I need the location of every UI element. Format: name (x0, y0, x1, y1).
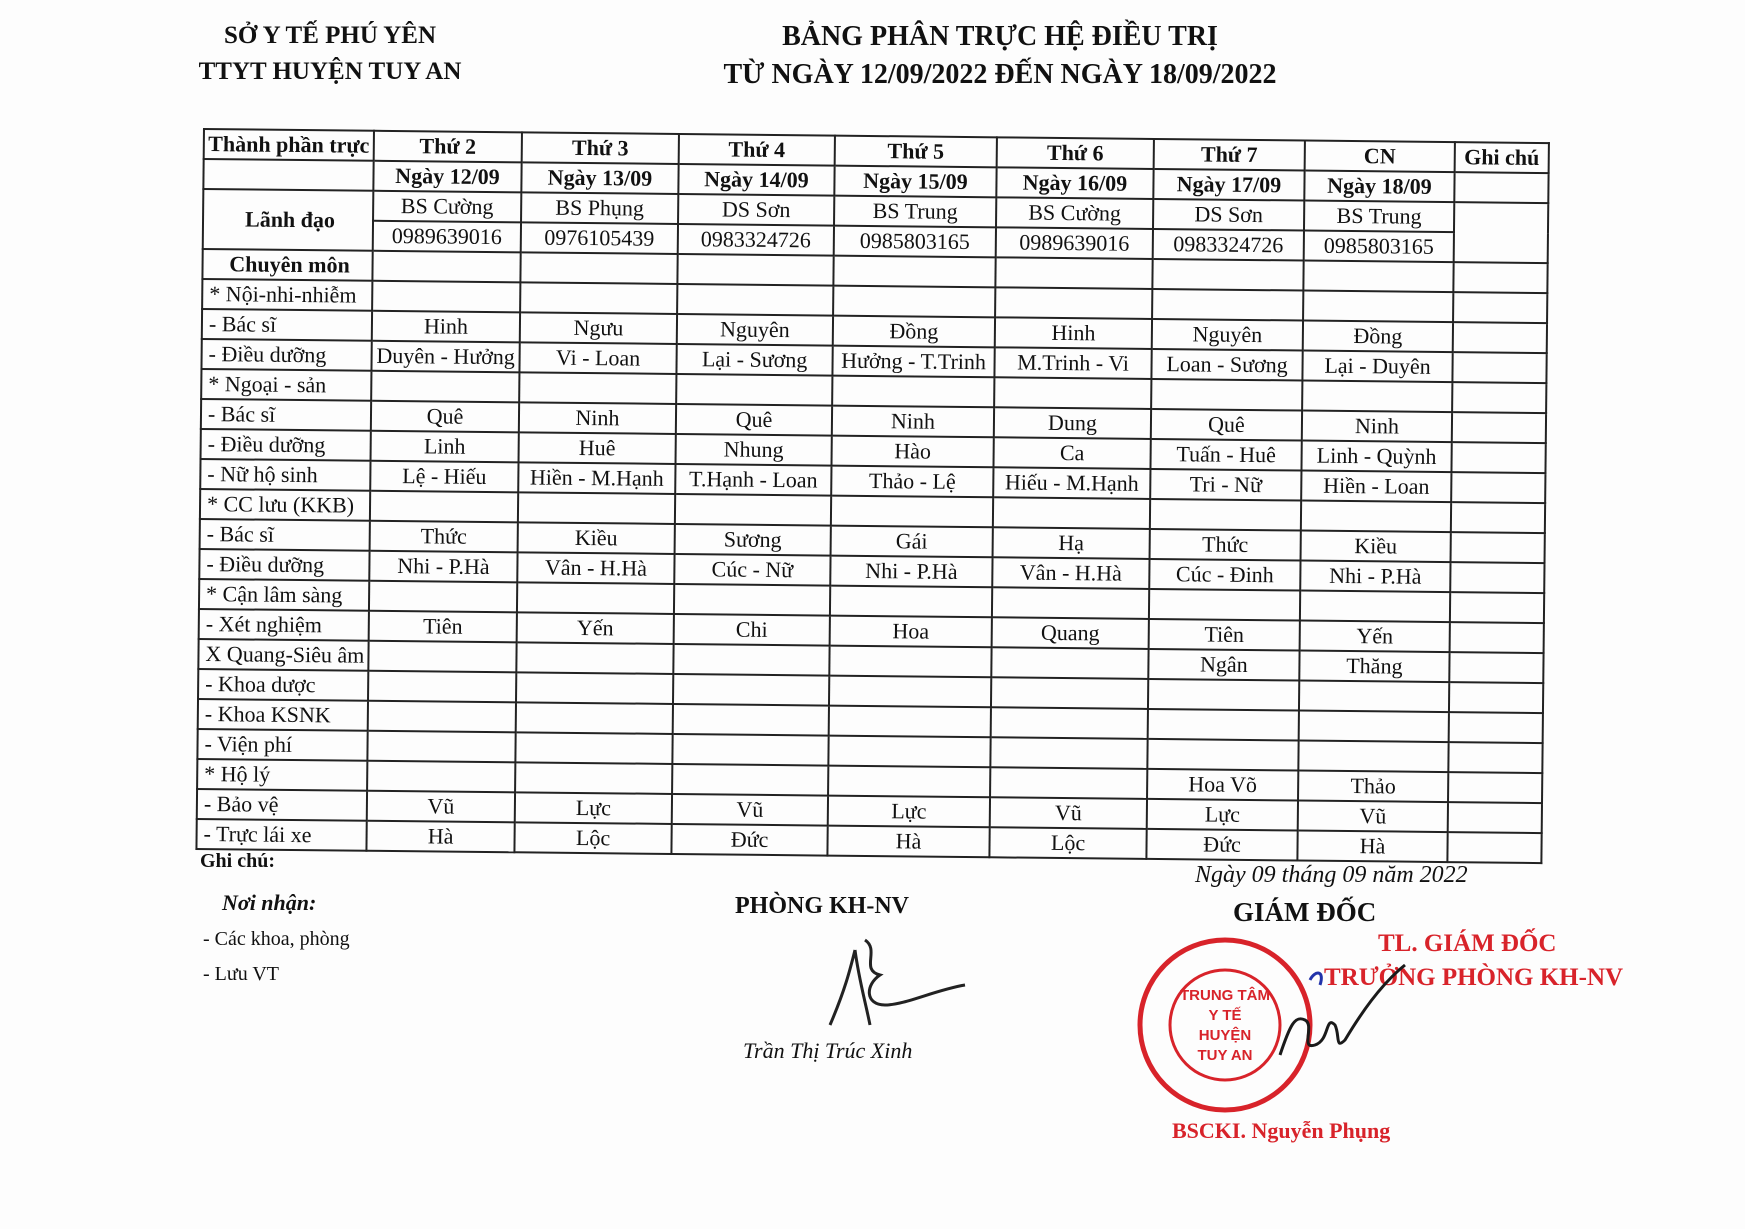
duty-cell: Ca (993, 437, 1150, 469)
row-label: - Điều dưỡng (201, 339, 371, 371)
row-label: - Viện phí (197, 729, 367, 761)
director-title: GIÁM ĐỐC (1233, 897, 1377, 927)
row-label: - Khoa KSNK (198, 699, 368, 731)
row-label: * Nội-nhi-nhiễm (202, 279, 372, 311)
duty-cell: Nhi - P.Hà (830, 556, 992, 588)
duty-cell: Hưởng - T.Trinh (832, 346, 994, 378)
row-label: - Nữ hộ sinh (200, 459, 370, 491)
note-cell (1451, 532, 1545, 563)
duty-cell (995, 287, 1152, 319)
leader-label: Lãnh đạo (203, 189, 374, 251)
svg-text:TUY AN: TUY AN (1197, 1047, 1253, 1064)
duty-cell (992, 587, 1149, 619)
head-dept-title: TRƯỞNG PHÒNG KH-NV (1324, 964, 1624, 991)
duty-cell: Kiều (518, 522, 675, 554)
note-header: Ghi chú (1455, 142, 1549, 173)
leader-name: BS Cường (996, 197, 1153, 229)
duty-cell: T.Hạnh - Loan (675, 464, 831, 496)
note-cell (1452, 382, 1546, 413)
duty-cell: Lực (1147, 799, 1298, 831)
duty-cell (1148, 709, 1299, 741)
duty-cell: Đức (1146, 829, 1297, 861)
duty-cell: Đức (671, 824, 827, 856)
duty-cell: Đồng (833, 316, 995, 348)
duty-cell: Linh (371, 431, 519, 463)
duty-cell (993, 497, 1150, 529)
leader-phone: 0983324726 (1153, 229, 1304, 261)
duty-cell (1151, 379, 1302, 411)
note-cell (1451, 442, 1545, 473)
duty-cell (370, 491, 518, 523)
duty-cell: Cúc - Nữ (674, 554, 830, 586)
row-label: * CC lưu (KKB) (200, 489, 370, 521)
recipients-label: Nơi nhận: (222, 890, 317, 915)
note-cell (1450, 562, 1544, 593)
duty-cell: Hiền - Loan (1301, 471, 1451, 503)
duty-cell (368, 641, 516, 673)
note-label: Ghi chú: (200, 850, 276, 872)
duty-cell (673, 674, 829, 706)
leader-phone: 0976105439 (521, 222, 678, 254)
duty-cell: Hà (366, 821, 514, 853)
note-cell (1453, 262, 1547, 293)
duty-cell: Hiếu - M.Hạnh (993, 467, 1150, 499)
director-signer-name: BSCKI. Nguyễn Phụng (1172, 1118, 1391, 1143)
duty-cell: Nguyên (1152, 319, 1303, 351)
row-label: - Bác sĩ (201, 399, 371, 431)
duty-cell: Sương (675, 524, 831, 556)
duty-cell (368, 671, 516, 703)
duty-cell: Tiên (1149, 619, 1300, 651)
duty-cell (517, 582, 674, 614)
row-label: Chuyên môn (202, 249, 372, 281)
row-label: - Khoa dược (198, 669, 368, 701)
duty-cell: Tiên (369, 611, 517, 643)
header-right (700, 18, 1300, 94)
note-cell (1450, 622, 1544, 653)
duty-cell (672, 764, 828, 796)
duty-cell (828, 736, 990, 768)
leader-phone: 0985803165 (834, 226, 996, 258)
duty-cell: Ngân (1148, 649, 1299, 681)
leader-phone: 0989639016 (996, 227, 1153, 259)
row-label: - Điều dưỡng (199, 549, 369, 581)
duty-cell: Ninh (1302, 411, 1452, 443)
leader-name: BS Trung (1304, 201, 1454, 233)
leader-phone: 0989639016 (373, 221, 521, 253)
duty-cell: Thăng (1299, 651, 1449, 683)
duty-cell (369, 581, 517, 613)
duty-cell: Nguyên (677, 314, 833, 346)
header-left (180, 18, 480, 90)
duty-cell: Kiều (1301, 531, 1451, 563)
duty-cell: Thảo (1298, 771, 1448, 803)
note-cell (1448, 802, 1542, 833)
leader-name: BS Trung (834, 196, 996, 228)
duty-cell (520, 282, 677, 314)
duty-cell: Hinh (995, 317, 1152, 349)
duty-cell (829, 676, 991, 708)
org-parent: SỞ Y TẾ PHÚ YÊN (223, 22, 437, 49)
duty-cell (677, 284, 833, 316)
duty-cell: Nhi - P.Hà (369, 551, 517, 583)
roster-body (196, 129, 1548, 863)
note-cell (1447, 832, 1541, 863)
duty-cell: Hoa Võ (1147, 769, 1298, 801)
note-cell (1452, 412, 1546, 443)
duty-cell (829, 646, 991, 678)
duty-cell (367, 731, 515, 763)
row-label: X Quang-Siêu âm (198, 639, 368, 671)
day-header: Thứ 4 (679, 134, 835, 166)
sign-date: Ngày 09 tháng 09 năm 2022 (1195, 862, 1468, 888)
duty-cell: Vũ (990, 797, 1147, 829)
duty-cell (994, 377, 1151, 409)
duty-cell: Lộc (989, 827, 1146, 859)
note-cell (1452, 352, 1546, 383)
duty-cell (675, 494, 831, 526)
duty-cell (831, 496, 993, 528)
note-cell (1453, 322, 1547, 353)
corner-blank (203, 159, 373, 191)
duty-cell: Vũ (367, 791, 515, 823)
duty-cell (991, 647, 1148, 679)
duty-cell: Dung (994, 407, 1151, 439)
duty-cell (676, 374, 832, 406)
duty-cell (367, 761, 515, 793)
duty-cell (518, 492, 675, 524)
duty-cell (1147, 739, 1298, 771)
duty-cell (677, 254, 833, 286)
note-cell (1451, 502, 1545, 533)
duty-cell (1152, 289, 1303, 321)
note-cell (1448, 772, 1542, 803)
duty-cell (520, 252, 677, 284)
note-cell (1448, 742, 1542, 773)
duty-cell: Vân - H.Hà (517, 552, 674, 584)
dept-signature (825, 930, 975, 1030)
duty-cell: Hoa (830, 616, 992, 648)
date-header: Ngày 12/09 (373, 161, 521, 193)
leader-name: DS Sơn (1153, 199, 1304, 231)
duty-cell: Thức (370, 521, 518, 553)
svg-text:TRUNG TÂM: TRUNG TÂM (1180, 987, 1270, 1004)
duty-cell: Vũ (1298, 801, 1448, 833)
duty-cell: Lộc (514, 822, 671, 854)
leader-name: BS Cường (373, 191, 521, 223)
duty-cell (1303, 261, 1453, 293)
duty-cell (995, 257, 1152, 289)
duty-cell: Hiền - M.Hạnh (518, 462, 675, 494)
row-label: * Cận lâm sàng (199, 579, 369, 611)
duty-cell (516, 702, 673, 734)
duty-cell (1152, 259, 1303, 291)
recipient-item: - Lưu VT (203, 963, 280, 985)
duty-cell: Quê (676, 404, 832, 436)
duty-cell (1302, 381, 1452, 413)
duty-cell: Hà (1297, 831, 1447, 863)
svg-text:HUYỆN: HUYỆN (1198, 1027, 1252, 1044)
day-header: Thứ 7 (1154, 139, 1305, 171)
duty-cell: Loan - Sương (1151, 349, 1302, 381)
date-header: Ngày 17/09 (1153, 169, 1304, 201)
day-header: Thứ 2 (374, 131, 522, 163)
duty-cell: Đồng (1303, 321, 1453, 353)
note-cell (1449, 652, 1543, 683)
duty-cell: Tri - Nữ (1150, 469, 1301, 501)
document-title: BẢNG PHÂN TRỰC HỆ ĐIỀU TRỊ (782, 21, 1218, 52)
duty-cell (672, 734, 828, 766)
duty-cell (372, 251, 520, 283)
duty-cell (516, 672, 673, 704)
note-cell (1450, 592, 1544, 623)
svg-text:Y TẾ: Y TẾ (1208, 1007, 1242, 1024)
duty-cell: Thức (1150, 529, 1301, 561)
day-header: Thứ 3 (522, 132, 679, 164)
duty-cell (515, 732, 672, 764)
duty-cell: Huê (519, 432, 676, 464)
corner-header: Thành phần trực (204, 129, 374, 161)
duty-cell: Ninh (832, 406, 994, 438)
note-cell (1454, 172, 1548, 203)
duty-cell: Lực (515, 792, 672, 824)
duty-cell (832, 376, 994, 408)
duty-cell: Chi (674, 614, 830, 646)
duty-cell: Hà (827, 826, 989, 858)
duty-cell (829, 706, 991, 738)
duty-cell: Gái (831, 526, 993, 558)
duty-cell: Thảo - Lệ (831, 466, 993, 498)
duty-cell (516, 642, 673, 674)
duty-cell: Quê (1151, 409, 1302, 441)
row-label: - Bảo vệ (197, 789, 367, 821)
duty-cell (990, 737, 1147, 769)
duty-cell (674, 584, 830, 616)
duty-cell (828, 766, 990, 798)
duty-cell: Ninh (519, 402, 676, 434)
duty-cell: Hinh (372, 311, 520, 343)
row-label: - Xét nghiệm (199, 609, 369, 641)
duty-cell (1299, 711, 1449, 743)
dept-signer-name: Trần Thị Trúc Xinh (743, 1038, 913, 1063)
duty-cell (673, 644, 829, 676)
row-label: - Bác sĩ (200, 519, 370, 551)
duty-cell (830, 586, 992, 618)
date-header: Ngày 13/09 (521, 162, 678, 194)
duty-cell: M.Trinh - Vi (994, 347, 1151, 379)
recipient-item: - Các khoa, phòng (203, 928, 350, 950)
duty-cell (519, 372, 676, 404)
duty-cell (372, 281, 520, 313)
note-cell (1453, 292, 1547, 323)
duty-cell: Hào (831, 436, 993, 468)
duty-cell: Lại - Sương (676, 344, 832, 376)
dept-title: PHÒNG KH-NV (735, 893, 909, 919)
duty-cell (833, 286, 995, 318)
duty-cell (1301, 501, 1451, 533)
duty-cell (833, 256, 995, 288)
date-header: Ngày 15/09 (834, 166, 996, 198)
day-header: Thứ 5 (835, 136, 997, 168)
duty-cell: Nhi - P.Hà (1300, 561, 1450, 593)
duty-cell: Ngưu (520, 312, 677, 344)
org-name: TTYT HUYỆN TUY AN (198, 58, 462, 85)
leader-phone: 0983324726 (678, 224, 834, 256)
duty-cell: Yến (517, 612, 674, 644)
duty-cell: Linh - Quỳnh (1301, 441, 1451, 473)
document-period: TỪ NGÀY 12/09/2022 ĐẾN NGÀY 18/09/2022 (723, 59, 1277, 90)
duty-cell (1298, 741, 1448, 773)
duty-cell (1303, 291, 1453, 323)
duty-cell: Duyên - Hưởng (371, 341, 519, 373)
day-header: Thứ 6 (997, 137, 1154, 169)
note-cell (1451, 472, 1545, 503)
row-label: * Ngoại - sản (201, 369, 371, 401)
duty-cell (1148, 679, 1299, 711)
duty-cell: Lệ - Hiếu (370, 461, 518, 493)
duty-cell: Yến (1300, 621, 1450, 653)
duty-cell (368, 701, 516, 733)
duty-cell (991, 707, 1148, 739)
duty-cell: Hạ (993, 527, 1150, 559)
duty-cell: Tuấn - Huê (1150, 439, 1301, 471)
duty-cell (1300, 591, 1450, 623)
date-header: Ngày 16/09 (996, 167, 1153, 199)
row-label: - Trực lái xe (196, 819, 366, 851)
duty-cell: Quang (992, 617, 1149, 649)
duty-cell: Nhung (676, 434, 832, 466)
note-cell (1449, 712, 1543, 743)
row-label: - Bác sĩ (202, 309, 372, 341)
duty-cell: Vi - Loan (519, 342, 676, 374)
duty-cell (990, 767, 1147, 799)
leader-phone: 0985803165 (1304, 231, 1454, 263)
duty-cell (673, 704, 829, 736)
note-cell (1449, 682, 1543, 713)
duty-roster-table (195, 128, 1549, 864)
duty-cell (371, 371, 519, 403)
duty-cell: Vũ (672, 794, 828, 826)
leader-name: DS Sơn (678, 194, 834, 226)
day-header: CN (1305, 141, 1455, 173)
duty-cell: Quê (371, 401, 519, 433)
duty-cell (1299, 681, 1449, 713)
leader-name: BS Phụng (521, 192, 678, 224)
duty-cell (1150, 499, 1301, 531)
duty-cell: Lực (828, 796, 990, 828)
director-signature (1270, 955, 1410, 1075)
date-header: Ngày 18/09 (1304, 171, 1454, 203)
duty-cell: Cúc - Đinh (1149, 559, 1300, 591)
duty-cell (515, 762, 672, 794)
duty-cell: Lại - Duyên (1302, 351, 1452, 383)
row-label: * Hộ lý (197, 759, 367, 791)
duty-cell (1149, 589, 1300, 621)
duty-cell: Vân - H.Hà (992, 557, 1149, 589)
duty-cell (991, 677, 1148, 709)
note-cell (1454, 202, 1549, 263)
row-label: - Điều dưỡng (201, 429, 371, 461)
tl-director-title: TL. GIÁM ĐỐC (1378, 930, 1557, 957)
date-header: Ngày 14/09 (678, 164, 834, 196)
